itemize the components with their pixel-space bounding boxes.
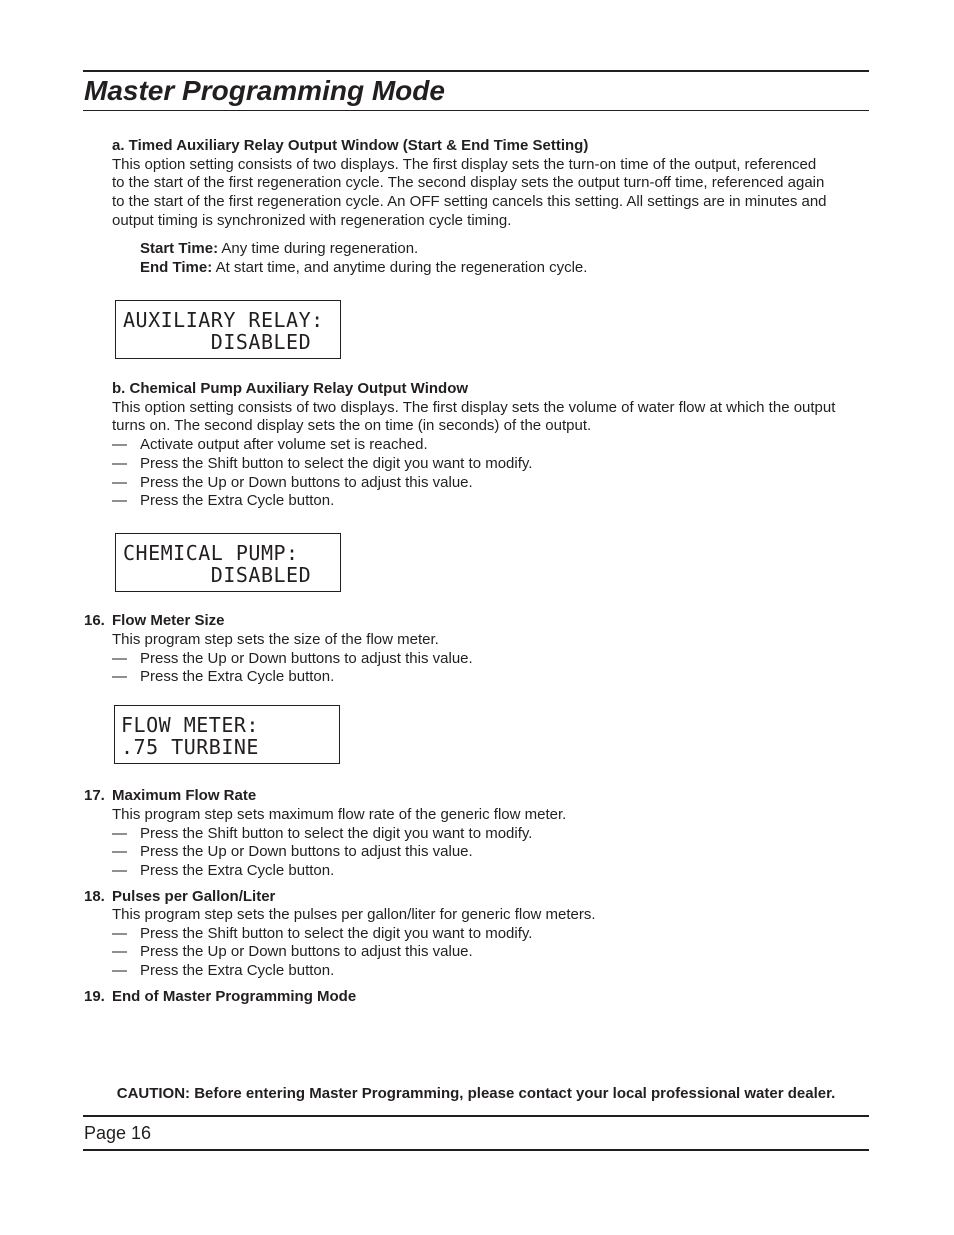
list-item: — Press the Up or Down buttons to adjust this value.	[112, 473, 473, 491]
step-18-bullets	[112, 925, 872, 981]
section-a-heading: a. Timed Auxiliary Relay Output Window (Start & End Time Setting)	[112, 137, 589, 154]
section-b-bullets	[112, 436, 872, 511]
step-17-text: This program step sets maximum flow rate of the generic flow meter.	[112, 806, 567, 823]
list-item: — Press the Shift button to select the digit you want to modify.	[112, 824, 533, 842]
lcd-display-chemical-pump	[115, 533, 341, 592]
lcd-line-1: FLOW METER:	[121, 713, 259, 737]
footer-top-rule	[83, 1115, 869, 1117]
section-a-body-line: output timing is synchronized with regeneration cycle timing.	[112, 211, 512, 229]
section-b-heading: b. Chemical Pump Auxiliary Relay Output Window	[112, 380, 469, 397]
page-title: Master Programming Mode	[84, 75, 445, 106]
step-19-heading: 19. End of Master Programming Mode	[84, 988, 357, 1005]
section-a-body-line: This option setting consists of two displays. The first display sets the turn-on time of the output, referenced	[112, 155, 817, 173]
lcd-display-flow-meter	[114, 705, 340, 764]
caution-note: CAUTION: Before entering Master Programming, please contact your local professional water dealer.	[116, 1085, 836, 1102]
header-top-rule	[83, 70, 869, 72]
lcd-line-2: DISABLED	[123, 330, 312, 354]
list-item: — Press the Up or Down buttons to adjust this value.	[112, 649, 473, 667]
start-time-text: Any time during regeneration.	[218, 240, 419, 257]
section-a	[112, 137, 872, 231]
list-item: — Press the Shift button to select the digit you want to modify.	[112, 454, 533, 472]
step-18-text: This program step sets the pulses per gallon/liter for generic flow meters.	[112, 906, 596, 923]
list-item: — Press the Extra Cycle button.	[112, 962, 335, 980]
section-a-body-line: to the start of the first regeneration cycle. An OFF setting cancels this setting. All settings are in minutes and	[112, 193, 827, 211]
start-time-label: Start Time:	[140, 240, 219, 257]
page-number: Page 16	[84, 1123, 152, 1143]
lcd-line-2: DISABLED	[123, 563, 312, 587]
lcd-line-1: CHEMICAL PUMP:	[123, 541, 299, 565]
lcd-line-1: AUXILIARY RELAY:	[123, 308, 324, 332]
section-a-body-line: to the start of the first regeneration cycle. The second display sets the output turn-off time, referenced again	[112, 174, 825, 192]
footer-bottom-rule	[83, 1149, 869, 1151]
step-18-heading: 18. Pulses per Gallon/Liter	[84, 888, 276, 905]
end-time-text: At start time, and anytime during the regeneration cycle.	[212, 259, 588, 276]
step-16-body	[112, 631, 872, 687]
start-time-line	[140, 240, 840, 259]
step-16-heading: 16. Flow Meter Size	[84, 612, 225, 629]
step-18-body	[112, 906, 872, 981]
step-17-heading: 17. Maximum Flow Rate	[84, 787, 257, 804]
section-b	[112, 380, 872, 511]
list-item: — Press the Extra Cycle button.	[112, 668, 335, 686]
step-17-body	[112, 806, 872, 881]
step-16-bullets	[112, 650, 872, 687]
header-bottom-rule	[83, 110, 869, 111]
list-item: — Press the Up or Down buttons to adjust this value.	[112, 943, 473, 961]
end-time-line	[140, 259, 840, 278]
step-16-text: This program step sets the size of the flow meter.	[112, 631, 439, 648]
list-item: — Activate output after volume set is reached.	[112, 436, 428, 454]
lcd-line-2: .75 TURBINE	[121, 735, 259, 759]
lcd-display-auxiliary-relay	[115, 300, 341, 359]
end-time-label: End Time:	[140, 259, 213, 276]
list-item: — Press the Up or Down buttons to adjust this value.	[112, 843, 473, 861]
list-item: — Press the Extra Cycle button.	[112, 862, 335, 880]
step-17-bullets	[112, 825, 872, 881]
section-b-body-line: This option setting consists of two displays. The first display sets the volume of water flow at which the output	[112, 398, 836, 416]
list-item: — Press the Shift button to select the digit you want to modify.	[112, 924, 533, 942]
section-b-body-line: turns on. The second display sets the on time (in seconds) of the output.	[112, 417, 592, 435]
list-item: — Press the Extra Cycle button.	[112, 492, 335, 510]
